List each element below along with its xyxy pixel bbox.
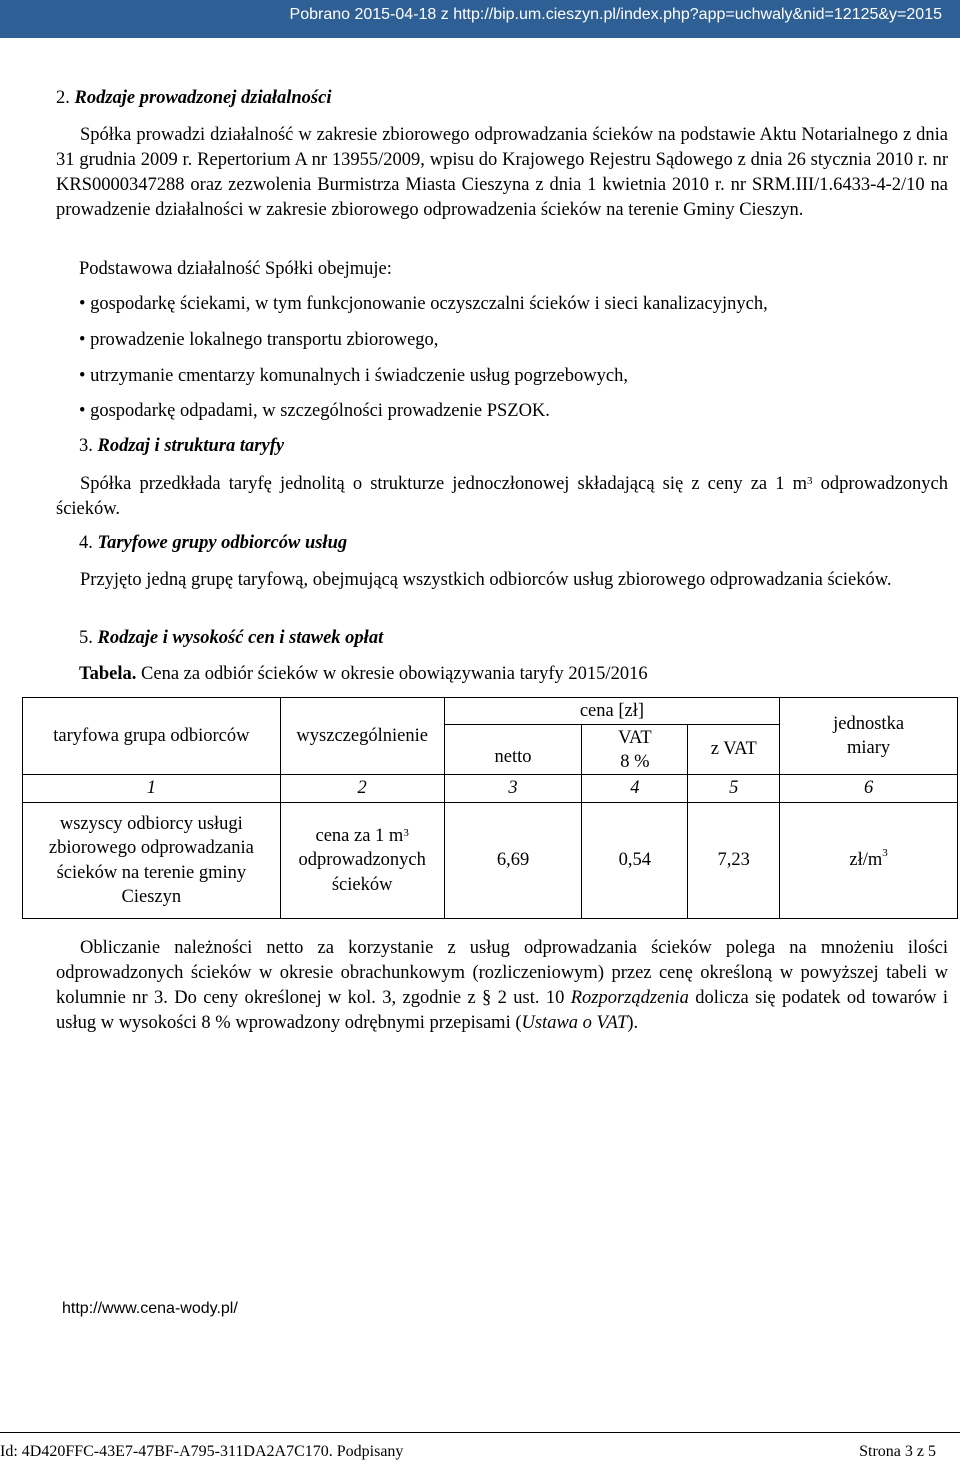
document-id: Id: 4D420FFC-43E7-47BF-A795-311DA2A7C170. Podpisany [0,1443,404,1460]
calc-text-2: dolicza się podatek od towarów i usług w wysokości 8 % wprowadzony odrębnymi przepisami ( [56,988,949,1033]
activity-item: • prowadzenie lokalnego transportu zbiorowego, [79,330,438,351]
section-2-number: 2. [56,88,70,108]
section-3-title: Rodzaj i struktura taryfy [97,436,285,456]
download-note: Pobrano 2015-04-18 z http://bip.um.cieszyn.pl/index.php?app=uchwaly&nid=12125&y=2015 [289,6,942,23]
row-group-line: zbiorowego odprowadzania [48,838,254,858]
row-detail-line1: cena za 1 m [315,825,404,846]
calc-vat-act: Ustawa o VAT [521,1013,628,1033]
row-group [23,803,281,919]
header-unit-line2: miary [847,738,891,758]
row-group-line: ścieków na terenie gminy [56,862,247,883]
header-group: taryfowa grupa odbiorców [23,698,281,775]
table-caption [79,664,648,685]
row-detail-sup: 3 [403,826,409,839]
calc-text-3: ). [627,1013,639,1033]
section-3-heading [79,436,284,457]
row-unit-sup: 3 [882,847,888,859]
section-3-number: 3. [79,436,93,456]
header-unit-line1: jednostka [833,714,905,734]
column-number: 2 [280,775,444,803]
calc-text-1: Obliczanie należności netto za korzystanie z usług odprowadzania ścieków polega na mnożeniu ilości odprowadzonych ścieków w okresie obrachunkowym (rozliczeniowym) przez cenę określoną w powyższej tabeli w kolumnie nr 3. Do ceny określonej w kol. 3, zgodnie z § 2 ust. 10 [56,938,948,1008]
header-detail: wyszczególnienie [280,698,444,775]
download-banner [0,0,960,38]
activity-item: • utrzymanie cmentarzy komunalnych i świadczenie usług pogrzebowych, [79,366,628,387]
footer-divider [0,1432,960,1433]
header-vat [582,725,688,775]
column-number: 3 [444,775,582,803]
header-netto: netto [444,725,582,775]
section-3-text-end: odprowadzonych ścieków. [56,474,949,519]
header-zvat: z VAT [688,725,780,775]
calculation-paragraph [56,936,948,1036]
header-vat-line1: VAT [618,727,652,748]
row-unit-text: zł/m [849,850,883,870]
header-price: cena [zł] [444,698,780,725]
section-5-number: 5. [79,628,93,648]
column-number: 4 [582,775,688,803]
calc-regulation: Rozporządzenia [570,988,689,1008]
row-unit [780,803,958,919]
header-vat-line2: 8 % [620,751,650,772]
section-4-title: Taryfowe grupy odbiorców usług [97,533,348,553]
header-unit [780,698,958,775]
row-group-line: wszyscy odbiorcy usługi [59,813,243,834]
column-number: 6 [780,775,958,803]
row-detail-line3: ścieków [331,874,393,895]
table-caption-text: Cena za odbiór ścieków w okresie obowiązywania taryfy 2015/2016 [136,664,648,684]
section-4-heading [79,533,347,554]
column-number: 1 [23,775,281,803]
section-3-text: Spółka przedkłada taryfę jednolitą o strukturze jednoczłonowej składającą się z ceny za 1 m [80,474,807,494]
row-netto: 6,69 [444,803,582,919]
section-2-paragraph: Spółka prowadzi działalność w zakresie zbiorowego odprowadzania ścieków na podstawie Aktu Notarialnego z dnia 31 grudnia 2009 r. Repertorium A nr 13955/2009, wpisu do Krajowego Rejestru Sądowego z dnia 26 stycznia 2010 r. nr KRS0000347288 oraz zezwolenia Burmistrza Miasta Cieszyna z dnia 1 kwietnia 2010 r. nr SRM.III/1.6433-4-2/10 na prowadzenie działalności w zakresie zbiorowego odprowadzenia ścieków na terenie Gminy Cieszyn. [56,125,948,220]
table-caption-label: Tabela. [79,664,137,684]
column-number: 5 [688,775,780,803]
tariff-table [22,697,958,919]
row-zvat: 7,23 [688,803,780,919]
tariff-row [23,803,958,919]
row-vat: 0,54 [582,803,688,919]
row-detail [280,803,444,919]
section-3-paragraph [56,472,948,522]
section-4-paragraph: Przyjęto jedną grupę taryfową, obejmującą wszystkich odbiorców usług zbiorowego odprowadzania ścieków. [80,570,892,590]
section-5-title: Rodzaje i wysokość cen i stawek opłat [97,628,384,648]
cubic-superscript: 3 [806,475,813,487]
section-4-number: 4. [79,533,93,553]
section-2-heading [56,88,331,109]
page-number: Strona 3 z 5 [859,1443,936,1460]
source-link[interactable]: http://www.cena-wody.pl/ [62,1300,238,1317]
row-group-line: Cieszyn [121,887,182,907]
activity-item: • gospodarkę ściekami, w tym funkcjonowanie oczyszczalni ścieków i sieci kanalizacyjnych, [79,294,768,315]
section-2-title: Rodzaje prowadzonej działalności [74,88,332,108]
column-number-row [23,775,958,803]
section-5-heading [79,628,383,649]
row-detail-line2: odprowadzonych [298,850,426,871]
activity-item: • gospodarkę odpadami, w szczególności prowadzenie PSZOK. [79,401,550,422]
activities-intro: Podstawowa działalność Spółki obejmuje: [79,259,392,279]
